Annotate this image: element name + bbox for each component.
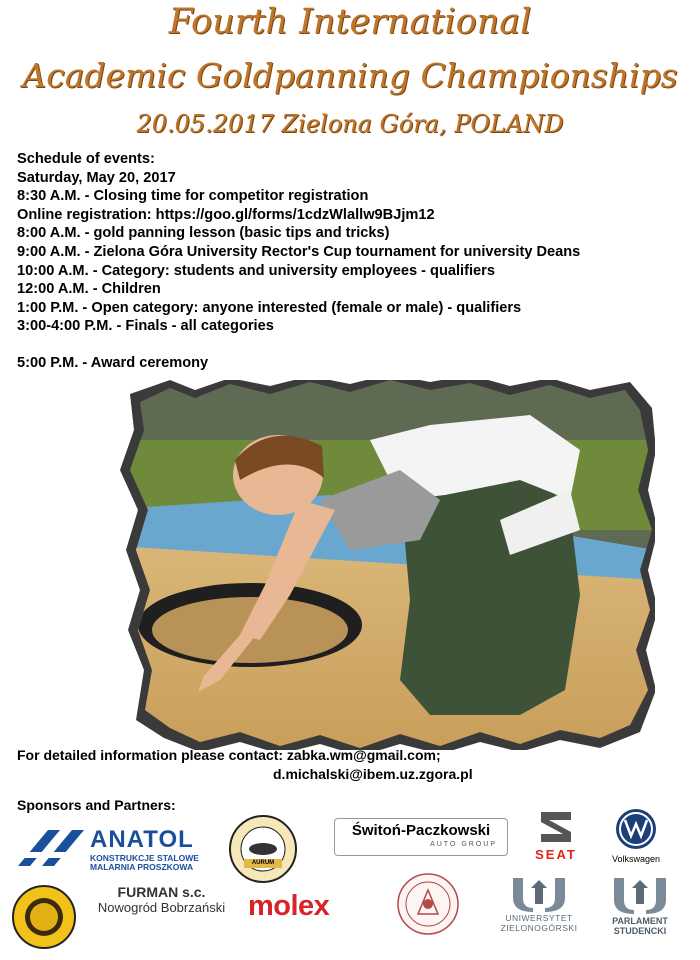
schedule-item: 8:30 A.M. - Closing time for competitor registration <box>17 188 369 205</box>
switon-name: Świtoń-Paczkowski <box>351 822 491 839</box>
sponsors-heading: Sponsors and Partners: <box>17 797 176 813</box>
schedule-item: 3:00-4:00 P.M. - Finals - all categories <box>17 318 274 335</box>
parlament-eagle-icon <box>610 874 670 914</box>
parlament-studencki-logo <box>600 874 680 938</box>
uz-eagle-icon <box>509 874 569 912</box>
schedule-item-registration-link[interactable]: Online registration: https://goo.gl/forms/1cdzWlallw9BJjm12 <box>17 206 435 223</box>
schedule-item: 9:00 A.M. - Zielona Góra University Rector's Cup tournament for university Deans <box>17 243 581 260</box>
contact-line-primary[interactable]: For detailed information please contact: zabka.wm@gmail.com; <box>17 747 441 763</box>
vw-emblem-icon <box>615 808 657 850</box>
schedule-item: 12:00 A.M. - Children <box>17 281 161 298</box>
schedule-section <box>17 150 687 373</box>
uniwersytet-zielonogorski-logo <box>494 874 584 934</box>
schedule-item: 10:00 A.M. - Category: students and university employees - qualifiers <box>17 262 495 279</box>
schedule-award: 5:00 P.M. - Award ceremony <box>17 354 209 371</box>
uz-line1: UNIWERSYTET <box>505 913 573 923</box>
schedule-item: 1:00 P.M. - Open category: anyone interested (female or male) - qualifiers <box>17 299 522 316</box>
anatol-sub2: MALARNIA PROSZKOWA <box>90 862 194 872</box>
contact-section <box>17 746 697 784</box>
furman-line1: FURMAN s.c. <box>117 884 206 900</box>
gold-panning-photo <box>100 380 655 750</box>
anatol-name: ANATOL <box>90 826 194 853</box>
furman-logo <box>84 884 239 924</box>
volkswagen-logo <box>604 808 668 868</box>
schedule-item: 8:00 A.M. - gold panning lesson (basic tips and tricks) <box>17 225 390 242</box>
stamp-seal-icon <box>396 872 460 936</box>
switon-sub: AUTO GROUP <box>430 841 497 848</box>
poster-title-line1: Fourth International <box>168 2 532 42</box>
schedule-date: Saturday, May 20, 2017 <box>17 169 176 186</box>
schedule-spacer <box>17 336 687 354</box>
contact-line-secondary[interactable]: d.michalski@ibem.uz.zgora.pl <box>273 766 473 782</box>
poster-date-location: 20.05.2017 Zielona Góra, POLAND <box>136 110 564 138</box>
seat-s-icon <box>539 810 573 844</box>
seat-logo <box>526 810 586 866</box>
molex-name: molex <box>248 890 330 922</box>
parlament-line1: PARLAMENT <box>612 916 668 926</box>
anatol-sub1: KONSTRUKCJE STALOWE <box>90 853 199 863</box>
volkswagen-name: Volkswagen <box>611 854 661 864</box>
pbk-seal-icon <box>12 884 76 950</box>
poster-title-line2: Academic Goldpanning Championships <box>22 56 678 95</box>
seat-name: SEAT <box>535 847 577 862</box>
parlament-line2: STUDENCKI <box>613 926 667 936</box>
academic-stamp-seal <box>396 872 460 936</box>
schedule-heading: Schedule of events: <box>17 151 155 167</box>
molex-logo <box>248 890 378 930</box>
aurum-seal-icon <box>228 815 298 883</box>
uz-line2: ZIELONOGÓRSKI <box>500 923 578 933</box>
furman-line2: Nowogród Bobrzański <box>97 900 226 915</box>
anatol-logo <box>18 826 203 870</box>
aurum-name: AURUM <box>251 860 275 866</box>
switon-paczkowski-logo <box>334 818 508 856</box>
polskie-bractwo-seal <box>12 884 76 950</box>
anatol-mark-icon <box>18 830 88 866</box>
aurum-logo <box>228 815 298 883</box>
